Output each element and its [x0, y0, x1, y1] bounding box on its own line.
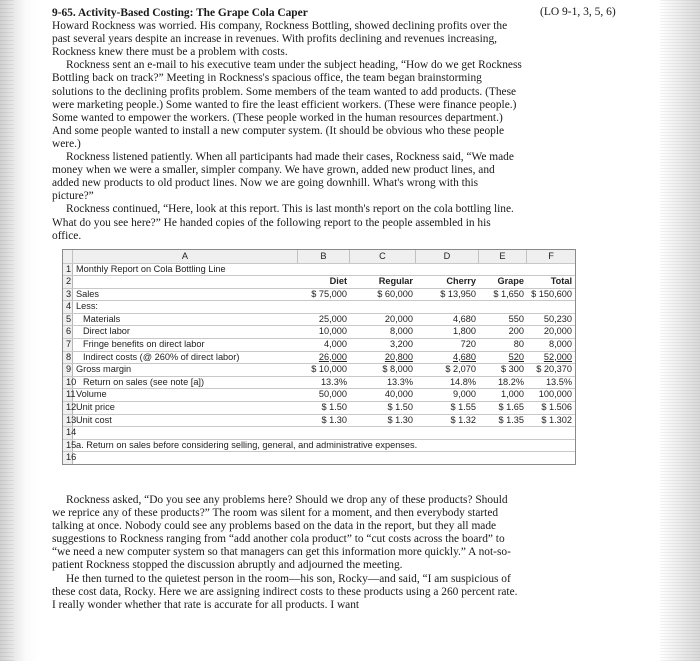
page-edge-shadow	[660, 0, 700, 661]
row-number: 2	[63, 276, 73, 288]
cell-f: 20,000	[543, 326, 572, 337]
page-gutter-shadow	[0, 0, 14, 661]
row-number: 15	[63, 440, 73, 452]
cell-d	[416, 427, 479, 439]
problem-title: 9-65. Activity-Based Costing: The Grape Cola Caper	[52, 7, 308, 19]
col-header-c: C	[350, 250, 416, 263]
cell-e	[479, 440, 527, 452]
cell-d: 4,680	[453, 351, 476, 362]
cell-d: Cherry	[446, 276, 476, 287]
cell-e: 80	[513, 339, 524, 350]
row-number: 16	[63, 452, 73, 464]
cell-c: 20,800	[384, 351, 413, 362]
cell-e: Grape	[497, 276, 524, 287]
spreadsheet-row	[63, 326, 575, 339]
col-header-e: E	[479, 250, 527, 263]
cell-e	[479, 264, 527, 276]
spreadsheet-row	[63, 440, 575, 453]
paragraph-1: Howard Rockness was worried. His company, Rockness Bottling, showed declining profits over the past several years despite an increase in revenues. With profits declining and revenues increasing, Rockness knew there must be a problem with costs.	[52, 20, 508, 59]
cell-a	[73, 427, 298, 439]
cell-b: 50,000	[318, 389, 347, 400]
cell-a	[73, 276, 298, 288]
spreadsheet-row	[63, 402, 575, 415]
row-number: 9	[63, 364, 73, 376]
cell-d: $ 1.32	[450, 414, 476, 425]
cell-a: Unit cost	[76, 414, 112, 425]
spreadsheet-row	[63, 364, 575, 377]
cell-f: 8,000	[549, 339, 572, 350]
cell-f: 50,230	[543, 313, 572, 324]
cell-a: a. Return on sales before considering selling, general, and administrative expenses.	[76, 439, 418, 450]
cell-f: $ 1.302	[541, 414, 572, 425]
cell-e: $ 300	[501, 364, 524, 375]
cell-b	[298, 440, 350, 452]
cell-c: Regular	[378, 276, 413, 287]
cell-b: $ 1.30	[321, 414, 347, 425]
spreadsheet-row	[63, 289, 575, 302]
cell-a: Materials	[83, 313, 121, 324]
spreadsheet-row	[63, 314, 575, 327]
row-number: 14	[63, 427, 73, 439]
cell-a: Sales	[76, 288, 99, 299]
cell-d: 14.8%	[449, 376, 476, 387]
cell-e: 200	[508, 326, 524, 337]
cell-d	[416, 452, 479, 464]
row-number: 6	[63, 326, 73, 338]
cell-f: 100,000	[538, 389, 572, 400]
cell-b: $ 75,000	[311, 288, 347, 299]
cell-c: $ 8,000	[382, 364, 413, 375]
problem-intro-text	[52, 7, 522, 243]
cell-a: Volume	[76, 389, 107, 400]
cell-b: 4,000	[324, 339, 347, 350]
spreadsheet-row	[63, 301, 575, 314]
problem-continuation-text	[52, 494, 522, 612]
cell-b: 25,000	[318, 313, 347, 324]
cell-d: 4,680	[453, 313, 476, 324]
row-number: 11	[63, 389, 73, 401]
cell-b: $ 10,000	[311, 364, 347, 375]
row-number: 13	[63, 415, 73, 427]
cell-e: $ 1.65	[498, 402, 524, 413]
cell-a	[73, 452, 298, 464]
cell-e: $ 1.35	[498, 414, 524, 425]
cell-b: Diet	[329, 276, 347, 287]
cell-c: 3,200	[390, 339, 413, 350]
spreadsheet-row	[63, 377, 575, 390]
cell-f: $ 1.506	[541, 402, 572, 413]
cell-f: 52,000	[543, 351, 572, 362]
cell-f	[527, 301, 575, 313]
cell-f: $ 20,370	[536, 364, 572, 375]
cell-a: Gross margin	[76, 364, 132, 375]
spreadsheet-row	[63, 352, 575, 365]
col-header-d: D	[416, 250, 479, 263]
cell-d: $ 1.55	[450, 402, 476, 413]
spreadsheet-row	[63, 389, 575, 402]
spreadsheet-column-header-row	[63, 250, 575, 264]
paragraph-6: He then turned to the quietest person in the room—his son, Rocky—and said, “I am suspicious of these cost data, Rocky. Here we are assigning indirect costs to these products using a 260 percent rate. I really wonder whether that rate is accurate for all products. I want	[52, 572, 518, 611]
cell-c	[350, 427, 416, 439]
cell-a: Direct labor	[83, 326, 130, 337]
cell-b: 10,000	[318, 326, 347, 337]
cell-e: 550	[508, 313, 524, 324]
cell-f: Total	[550, 276, 572, 287]
row-number: 12	[63, 402, 73, 414]
spreadsheet-row	[63, 427, 575, 440]
learning-objectives-ref: (LO 9-1, 3, 5, 6)	[540, 6, 616, 18]
cell-e: 520	[508, 351, 524, 362]
cell-f: $ 150,600	[531, 288, 572, 299]
cell-a: Less:	[76, 301, 98, 312]
spreadsheet-report	[62, 249, 576, 465]
paragraph-3: Rockness listened patiently. When all participants had made their cases, Rockness said, “We made money when we were a smaller, simpler company. We have grown, added new product lines, and added new products to old product lines. Now we are going downhill. What's wrong with this picture?”	[52, 151, 514, 203]
spreadsheet-row	[63, 339, 575, 352]
paragraph-2: Rockness sent an e-mail to his executive team under the subject heading, “How do we get Rockness Bottling back on track?” Meeting in Rockness's spacious office, the team began brainstorming solutions to the declining profits problem. Some members of the team wanted to add products. (These were marketing people.) Some wanted to fire the least efficient workers. (These were finance people.) Some wanted to empower the workers. (These people worked in the human resources department.) And some people wanted to install a new computer system. (It should be obvious who these people were.)	[52, 59, 522, 150]
cell-f	[527, 452, 575, 464]
cell-b: $ 1.50	[321, 402, 347, 413]
row-number: 4	[63, 301, 73, 313]
cell-a: Indirect costs (@ 260% of direct labor)	[83, 351, 240, 362]
cell-b: 13.3%	[320, 376, 347, 387]
cell-c	[350, 452, 416, 464]
cell-b	[298, 427, 350, 439]
cell-a: Return on sales (see note [a])	[83, 376, 205, 387]
cell-b	[298, 452, 350, 464]
cell-d: 1,800	[453, 326, 476, 337]
cell-b: 26,000	[318, 351, 347, 362]
corner-cell	[63, 250, 73, 263]
cell-a: Fringe benefits on direct labor	[83, 339, 205, 350]
spreadsheet-row	[63, 452, 575, 464]
cell-c: $ 1.50	[387, 402, 413, 413]
cell-e	[479, 301, 527, 313]
cell-b	[298, 301, 350, 313]
cell-d: $ 13,950	[440, 288, 476, 299]
paragraph-4: Rockness continued, “Here, look at this report. This is last month's report on the cola bottling line. What do you see here?” He handed copies of the following report to the people assembled in his office.	[52, 203, 514, 242]
cell-e	[479, 427, 527, 439]
cell-c	[350, 301, 416, 313]
cell-c: 40,000	[384, 389, 413, 400]
cell-a: Monthly Report on Cola Bottling Line	[76, 263, 226, 274]
cell-c: 8,000	[390, 326, 413, 337]
row-number: 3	[63, 289, 73, 301]
row-number: 1	[63, 264, 73, 276]
cell-d	[416, 301, 479, 313]
row-number: 8	[63, 352, 73, 364]
cell-d: 720	[460, 339, 476, 350]
cell-f: 13.5%	[545, 376, 572, 387]
cell-c	[350, 440, 416, 452]
cell-e: 1,000	[501, 389, 524, 400]
cell-b	[298, 264, 350, 276]
cell-c: 20,000	[384, 313, 413, 324]
cell-f	[527, 440, 575, 452]
cell-c	[350, 264, 416, 276]
spreadsheet-row	[63, 264, 575, 277]
cell-d: 9,000	[453, 389, 476, 400]
cell-d: $ 2,070	[445, 364, 476, 375]
row-number: 10	[63, 377, 73, 389]
cell-d	[416, 440, 479, 452]
row-number: 5	[63, 314, 73, 326]
cell-f	[527, 427, 575, 439]
cell-c: 13.3%	[386, 376, 413, 387]
row-number: 7	[63, 339, 73, 351]
cell-d	[416, 264, 479, 276]
col-header-a: A	[73, 250, 298, 263]
cell-a: Unit price	[76, 402, 115, 413]
spreadsheet-row	[63, 415, 575, 428]
cell-e	[479, 452, 527, 464]
cell-c: $ 1.30	[387, 414, 413, 425]
spreadsheet-row	[63, 276, 575, 289]
col-header-f: F	[548, 251, 554, 261]
cell-c: $ 60,000	[377, 288, 413, 299]
col-header-b: B	[298, 250, 350, 263]
cell-e: 18.2%	[497, 376, 524, 387]
cell-f	[527, 264, 575, 276]
cell-e: $ 1,650	[493, 288, 524, 299]
paragraph-5: Rockness asked, “Do you see any problems here? Should we drop any of these products? Should we reprice any of these products?” The room was silent for a moment, and then everybody started talking at once. Nobody could see any problems based on the data in the report, but they all made suggestions to Rockness ranging from “add another cola product” to “cut costs across the board” to “we need a new computer system so that managers can get this information more quickly.” A not-so-patient Rockness stopped the discussion abruptly and adjourned the meeting.	[52, 494, 511, 572]
